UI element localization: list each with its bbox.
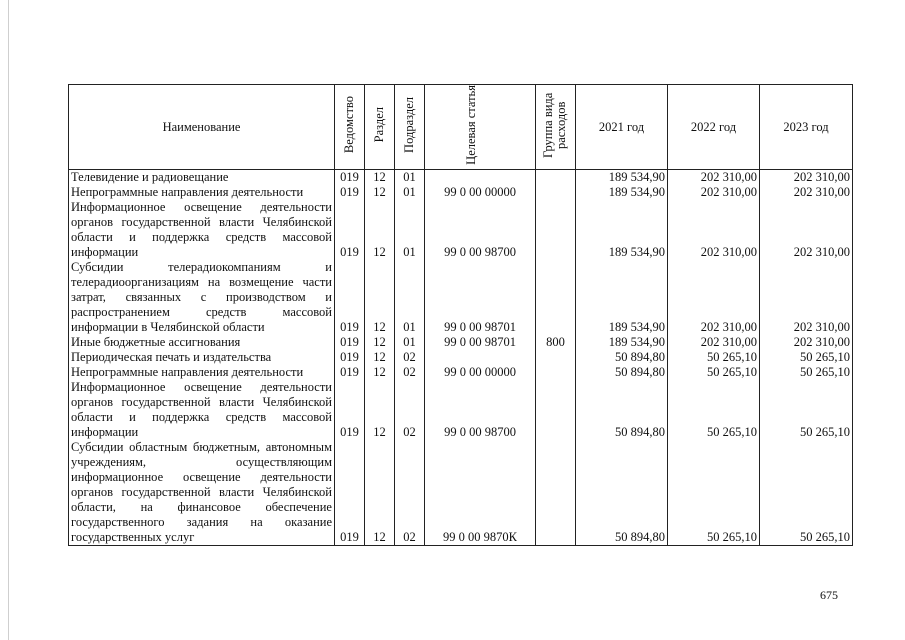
row-value-2021: 189 534,90 (576, 260, 668, 335)
row-subsection: 02 (395, 440, 425, 546)
row-exp-group (536, 365, 576, 380)
header-subsection: Подраздел (395, 85, 425, 170)
row-section: 12 (365, 380, 395, 440)
header-2022: 2022 год (668, 85, 760, 170)
row-section: 12 (365, 335, 395, 350)
row-value-2023: 202 310,00 (760, 170, 853, 186)
row-dept: 019 (335, 185, 365, 200)
row-name: Иные бюджетные ассигнования (69, 335, 335, 350)
row-value-2022: 50 265,10 (668, 380, 760, 440)
page-number: 675 (820, 588, 838, 602)
table-row (69, 440, 853, 546)
header-name: Наименование (69, 85, 335, 170)
row-dept: 019 (335, 440, 365, 546)
table-row (69, 350, 853, 365)
row-exp-group (536, 260, 576, 335)
row-value-2022: 50 265,10 (668, 440, 760, 546)
header-exp-group: Группа вида расходов (536, 85, 576, 170)
row-subsection: 02 (395, 380, 425, 440)
row-value-2022: 202 310,00 (668, 335, 760, 350)
row-dept: 019 (335, 365, 365, 380)
row-dept: 019 (335, 200, 365, 260)
row-target: 99 0 00 98701 (425, 260, 536, 335)
row-value-2022: 50 265,10 (668, 350, 760, 365)
row-name: Субсидии областным бюджетным, автономным учреждениям, осуществляющим информационное освещение деятельности органов государственной власти Челябинской области, на финансовое обеспечение государственного задания на оказание государственных услуг (69, 440, 335, 546)
row-value-2023: 202 310,00 (760, 260, 853, 335)
row-exp-group (536, 170, 576, 186)
row-section: 12 (365, 365, 395, 380)
row-exp-group (536, 185, 576, 200)
row-value-2022: 202 310,00 (668, 170, 760, 186)
row-value-2021: 50 894,80 (576, 365, 668, 380)
row-value-2021: 50 894,80 (576, 350, 668, 365)
row-dept: 019 (335, 350, 365, 365)
row-section: 12 (365, 170, 395, 186)
header-section: Раздел (365, 85, 395, 170)
row-target: 99 0 00 98700 (425, 380, 536, 440)
header-2021: 2021 год (576, 85, 668, 170)
row-value-2021: 189 534,90 (576, 185, 668, 200)
row-section: 12 (365, 185, 395, 200)
row-value-2022: 202 310,00 (668, 260, 760, 335)
row-value-2023: 50 265,10 (760, 365, 853, 380)
header-2023: 2023 год (760, 85, 853, 170)
row-value-2021: 189 534,90 (576, 170, 668, 186)
row-name: Субсидии телерадиокомпаниям и телерадиоорганизациям на возмещение части затрат, связанных с производством и распространением средств массовой информации в Челябинской области (69, 260, 335, 335)
row-subsection: 01 (395, 335, 425, 350)
budget-table (68, 84, 853, 546)
row-subsection: 01 (395, 185, 425, 200)
row-subsection: 01 (395, 170, 425, 186)
row-name: Телевидение и радиовещание (69, 170, 335, 186)
row-section: 12 (365, 200, 395, 260)
header-target: Целевая статья (425, 85, 536, 170)
table-row (69, 200, 853, 260)
row-exp-group (536, 200, 576, 260)
row-target: 99 0 00 00000 (425, 185, 536, 200)
row-target: 99 0 00 9870К (425, 440, 536, 546)
row-exp-group (536, 440, 576, 546)
row-section: 12 (365, 350, 395, 365)
row-section: 12 (365, 260, 395, 335)
row-name: Периодическая печать и издательства (69, 350, 335, 365)
table-row (69, 335, 853, 350)
row-value-2023: 50 265,10 (760, 440, 853, 546)
row-target (425, 350, 536, 365)
row-dept: 019 (335, 260, 365, 335)
table-row (69, 260, 853, 335)
row-value-2022: 202 310,00 (668, 185, 760, 200)
row-value-2021: 189 534,90 (576, 335, 668, 350)
row-value-2023: 202 310,00 (760, 185, 853, 200)
row-exp-group (536, 350, 576, 365)
row-target: 99 0 00 98700 (425, 200, 536, 260)
row-target (425, 170, 536, 186)
row-name: Информационное освещение деятельности органов государственной власти Челябинской области и поддержка средств массовой информации (69, 200, 335, 260)
row-exp-group (536, 380, 576, 440)
row-target: 99 0 00 98701 (425, 335, 536, 350)
row-dept: 019 (335, 335, 365, 350)
row-name: Непрограммные направления деятельности (69, 365, 335, 380)
table-header-row (69, 85, 853, 170)
row-target: 99 0 00 00000 (425, 365, 536, 380)
row-dept: 019 (335, 380, 365, 440)
row-name: Непрограммные направления деятельности (69, 185, 335, 200)
row-exp-group: 800 (536, 335, 576, 350)
table-row (69, 170, 853, 186)
row-name: Информационное освещение деятельности органов государственной власти Челябинской области и поддержка средств массовой информации (69, 380, 335, 440)
page-margin-line (8, 0, 9, 640)
row-value-2022: 50 265,10 (668, 365, 760, 380)
table-row (69, 380, 853, 440)
row-value-2023: 50 265,10 (760, 380, 853, 440)
row-value-2021: 50 894,80 (576, 440, 668, 546)
header-dept: Ведомство (335, 85, 365, 170)
row-subsection: 02 (395, 365, 425, 380)
row-subsection: 02 (395, 350, 425, 365)
row-value-2023: 202 310,00 (760, 200, 853, 260)
row-subsection: 01 (395, 200, 425, 260)
row-section: 12 (365, 440, 395, 546)
row-subsection: 01 (395, 260, 425, 335)
table-row (69, 365, 853, 380)
row-value-2023: 50 265,10 (760, 350, 853, 365)
table-row (69, 185, 853, 200)
row-value-2021: 50 894,80 (576, 380, 668, 440)
row-dept: 019 (335, 170, 365, 186)
row-value-2022: 202 310,00 (668, 200, 760, 260)
row-value-2023: 202 310,00 (760, 335, 853, 350)
row-value-2021: 189 534,90 (576, 200, 668, 260)
